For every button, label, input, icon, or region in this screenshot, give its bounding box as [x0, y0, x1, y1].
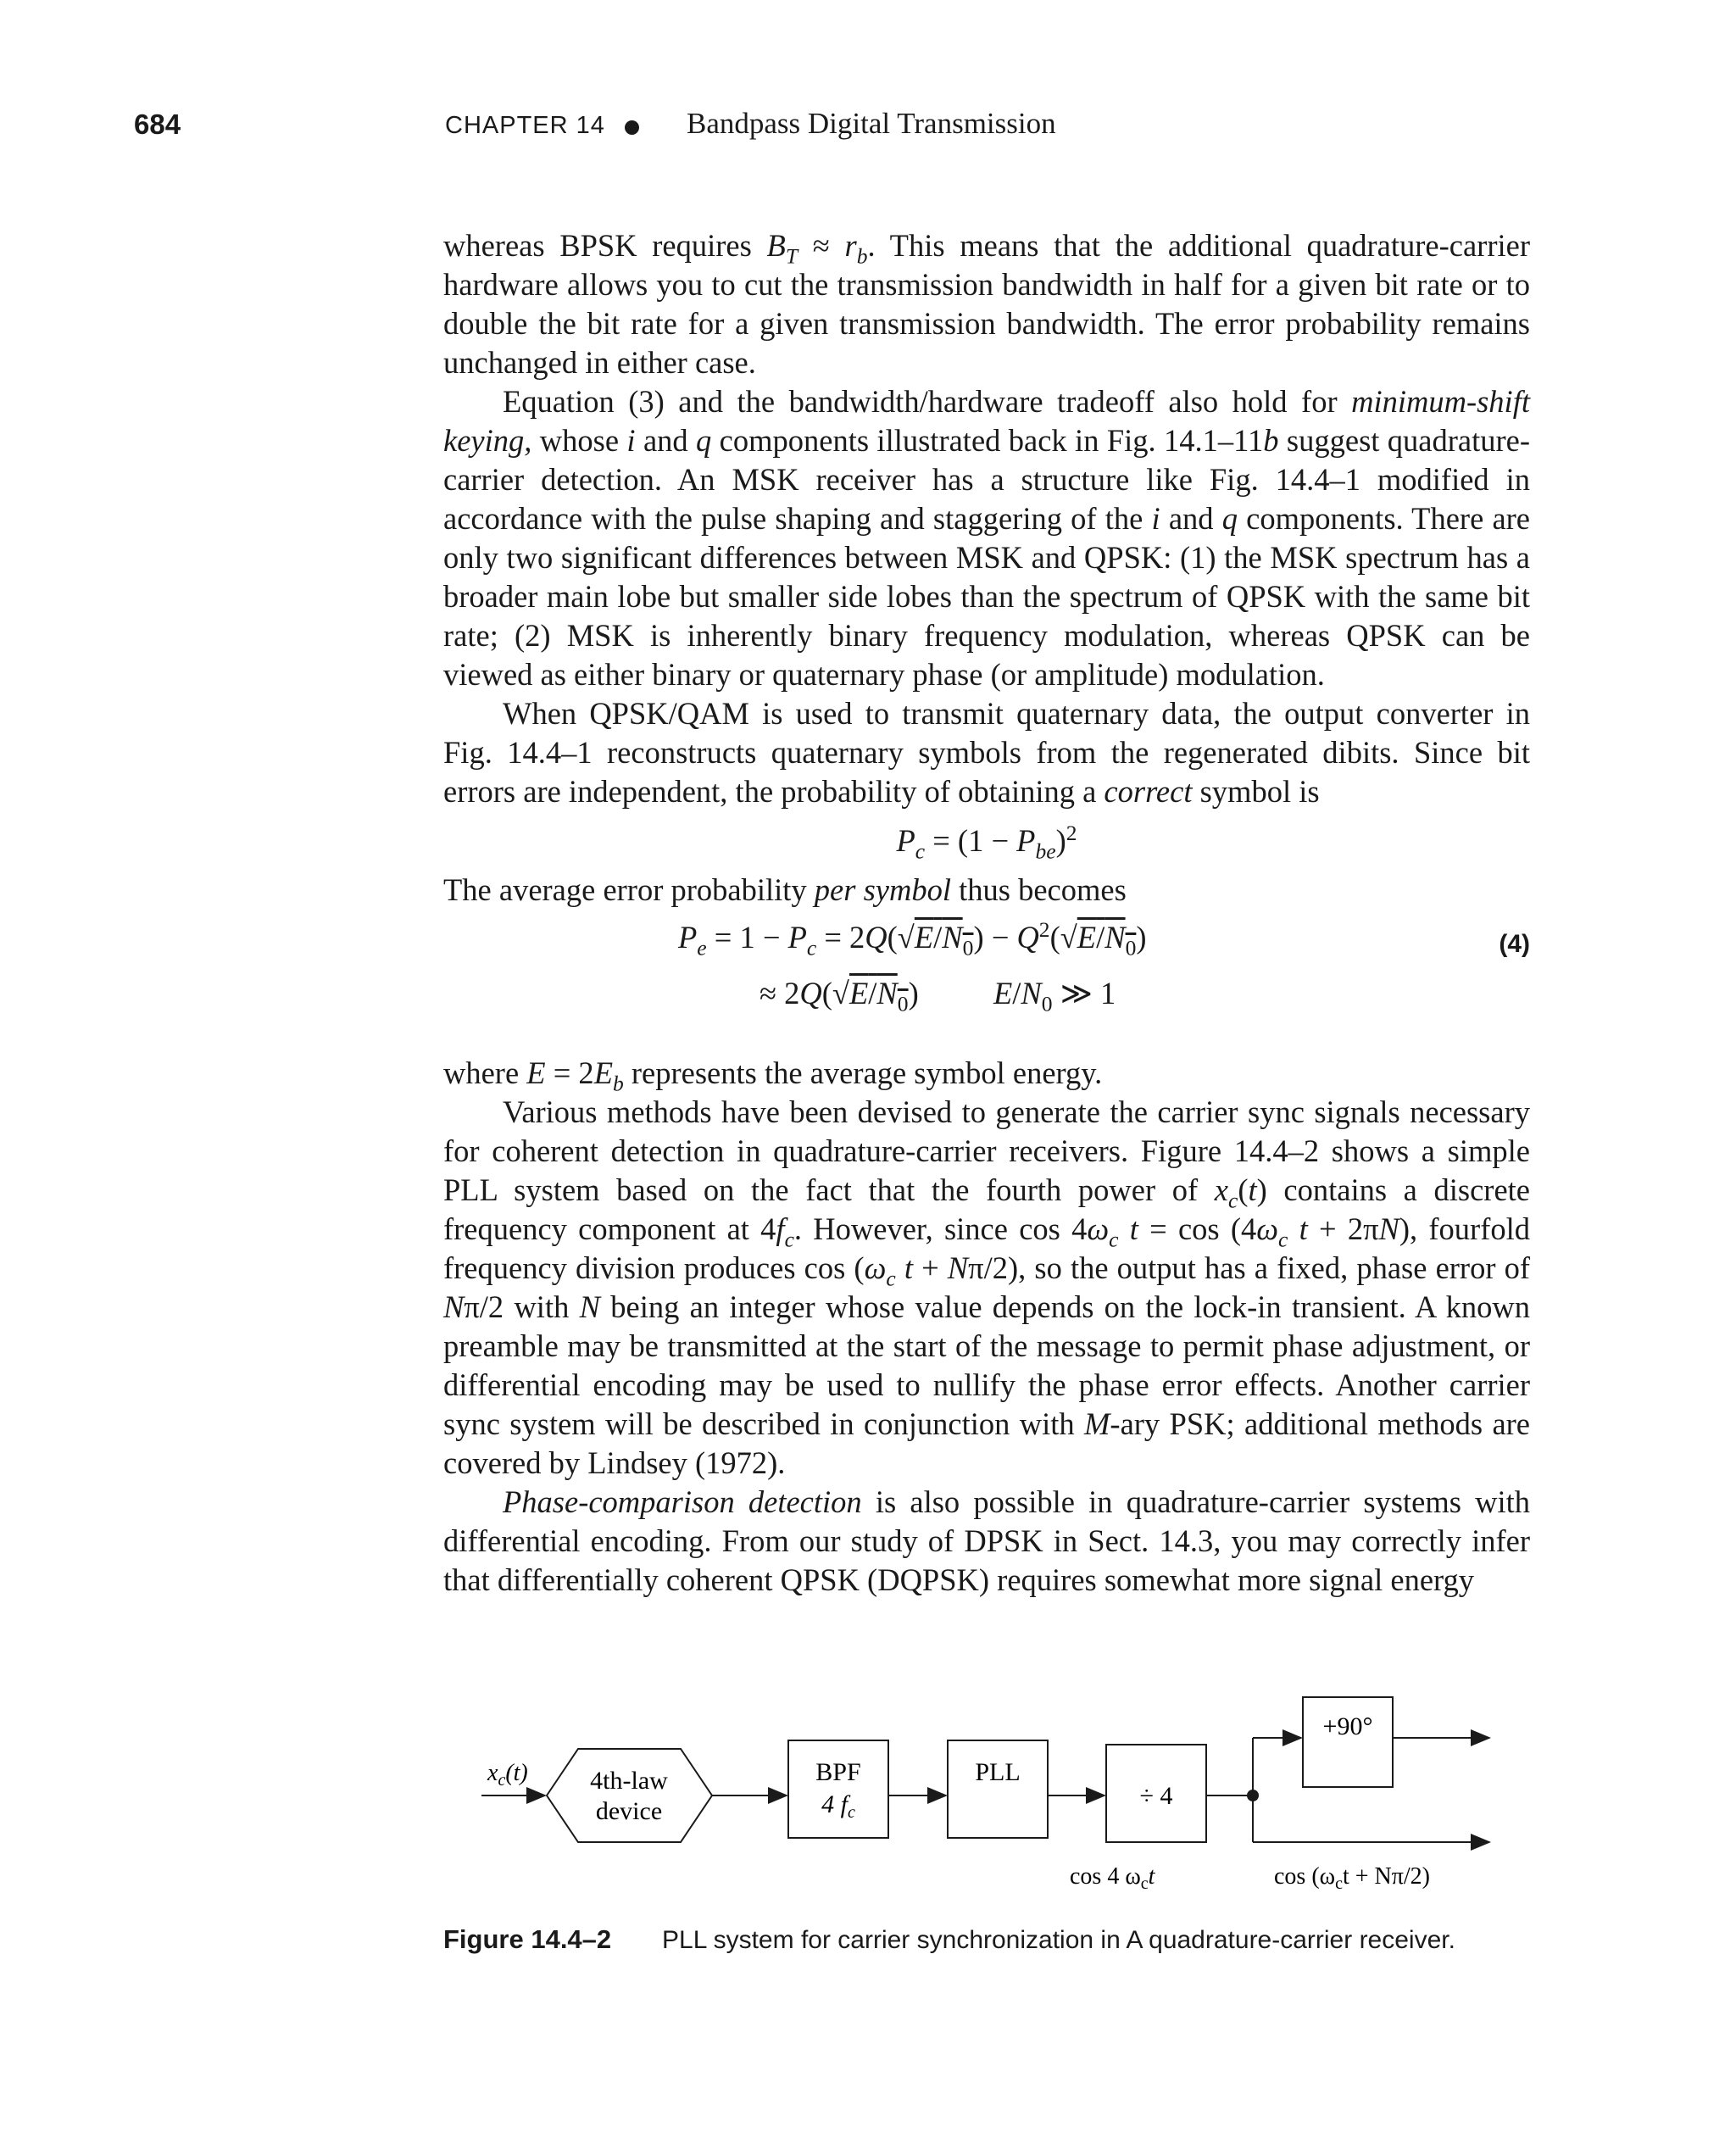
equation-text: = 1 − — [706, 920, 788, 955]
paragraph-6: Various methods have been devised to generate the carrier sync signals necessary for coherent detection in quadrature-carrier receivers. Figure 14.4–2 shows a simple PLL system based on the fact that the fourth power of $x_c(t)$ contains a discrete frequency component at $4f_c$. However, since $\cos 4\omega_c$ $t = \cos (4\omega_c$ t + 2πN), fourfold frequency division produces $\cos (\omega_c$ t + Nπ/2), so the output has a fixed, phase error of Nπ/2 with N being an integer whose value depends on the lock-in transient. A known preamble may be transmitted at the start of the message to permit phase adjustment, or differential encoding may be used to nullify the phase error effects. Another carrier sync system will be described in conjunction with M-ary PSK; additional methods are covered by Lindsey (1972). — [443, 1094, 1531, 1480]
text-run: . This means that the additional quadrature-carrier hardware allows you to cut the transmission bandwidth in half for a given bit rate or to double the bit rate for a given transmission bandwidth. The error probability remains unchanged in either case. — [443, 228, 1530, 380]
text-run: suggest quadrature-carrier detection. An MSK receiver has a structure like Fig. 14.4–1 modified in accordance with the pulse shaping and staggering of the — [443, 423, 1531, 536]
emphasis: minimum-shift keying, — [443, 384, 1530, 458]
text-run: represents the average symbol energy. — [623, 1055, 1103, 1090]
paragraph-3 — [443, 694, 1530, 811]
text-run: thus becomes — [950, 872, 1127, 907]
mid-signal-label: cos 4 $\omega_ct$ — [1070, 1863, 1155, 1893]
block1-label-2: device — [595, 1797, 663, 1825]
text-run: Various methods have been devised to generate the carrier sync signals necessary for coherent detection in quadrature-carrier receivers. Figure 14.4–2 shows a simple PLL system based on the fact that the fourth power of — [443, 1094, 1530, 1207]
equation-pc: $P_c = (1 - P_{be})^2$ — [896, 820, 1077, 864]
equation-text: − — [983, 920, 1017, 955]
page-number: 684 — [134, 109, 181, 140]
page-header — [0, 109, 1736, 151]
equation-4-line-1: $P_e = 1 - P_c = 2Q(√E/N_0) - Q^2(√E/N_0)$ — [678, 916, 1147, 960]
equation-4 — [443, 910, 1530, 1054]
text-run: + — [912, 1250, 948, 1285]
paragraph-4 — [443, 871, 1530, 910]
equation-text: ≫ 1 — [1052, 976, 1116, 1010]
equation-text: = 2 — [816, 920, 865, 955]
caption-text: PLL system for carrier synchronization in A quadrature-carrier receiver. — [662, 1926, 1455, 1954]
text-run: Equation (3) and the bandwidth/hardware tradeoff also hold for — [503, 384, 1352, 419]
text-run: components illustrated back in Fig. 14.1–11 — [711, 423, 1264, 458]
text-run: = cos (4 — [1138, 1211, 1257, 1246]
paragraph-1: whereas BPSK requires $B_T \approx r_b$. This means that the additional quadrature-carrier hardware allows you to cut the transmission bandwidth in half for a given bit rate or to double the bit rate for a given transmission bandwidth. The error probability remains unchanged in either case. — [443, 228, 1530, 380]
bpf-block — [788, 1740, 888, 1838]
text-run: symbol is — [1192, 774, 1320, 809]
chapter-label: CHAPTER 14 — [445, 112, 605, 139]
body-text — [443, 226, 1530, 1600]
text-run: ), fourfold frequency division produces cos ( — [443, 1211, 1531, 1285]
input-label: $x_c(t)$ — [487, 1760, 528, 1790]
diagram-svg — [475, 1687, 1509, 1899]
equation-text: = (1 − — [932, 823, 1017, 858]
text-run: π/2 with — [464, 1289, 580, 1324]
text-run: The average error probability — [443, 872, 815, 907]
paragraph-2: Equation (3) and the bandwidth/hardware tradeoff also hold for minimum-shift keying, whose i and q components illustrated back in Fig. 14.1–11b suggest quadrature-carrier detection. An MSK receiver has a structure like Fig. 14.4–1 modified in accordance with the pulse shaping and staggering of the i and q components. There are only two significant differences between MSK and QPSK: (1) the MSK spectrum has a broader main lobe but smaller side lobes than the spectrum of QPSK with the same bit rate; (2) MSK is inherently binary frequency modulation, whereas QPSK can be viewed as either binary or quaternary phase (or amplitude) modulation. — [443, 384, 1531, 692]
paragraph-7 — [443, 1483, 1530, 1600]
emphasis: Phase-comparison detection — [503, 1484, 862, 1519]
chapter-title: Bandpass Digital Transmission — [687, 107, 1056, 140]
pll-label: PLL — [975, 1758, 1021, 1786]
phase-shift-block — [1303, 1697, 1393, 1787]
divider-label: ÷ 4 — [1139, 1782, 1173, 1810]
phase-shift-label: +90° — [1322, 1712, 1373, 1740]
text-run: and — [1160, 501, 1222, 536]
caption-label: Figure 14.4–2 — [443, 1924, 612, 1954]
emphasis: correct — [1104, 774, 1193, 809]
text-run: components. There are only two significant differences between MSK and QPSK: (1) the MSK spectrum has a broader main lobe but smaller side lobes than the spectrum of QPSK with the same bit rate; (2) MSK is inherently binary frequency modulation, whereas QPSK can be viewed as either binary or quaternary phase (or amplitude) modulation. — [443, 501, 1531, 692]
equation-4-line-2: ≈ $2Q(√E/N_0)$ $E/N_0$ ≫ 1 — [760, 976, 1116, 1016]
emphasis: per symbol — [814, 872, 951, 907]
text-run: contains a discrete frequency component at 4 — [443, 1172, 1530, 1246]
block1-label-1: 4th-law — [590, 1767, 668, 1795]
paragraph-5: where $E = 2E_b$ represents the average symbol energy. — [443, 1055, 1103, 1096]
text-run: and — [635, 423, 697, 458]
bullet-icon — [625, 120, 639, 135]
junction-dot — [1247, 1790, 1259, 1801]
bpf-label: BPF — [815, 1758, 861, 1786]
equation-text: ≈ 2 — [760, 976, 800, 1010]
text-run: -ary PSK; additional methods are covered by Lindsey (1972). — [443, 1406, 1530, 1480]
fourth-law-device-block — [547, 1749, 712, 1842]
text-run: being an integer whose value depends on the lock-in transient. A known preamble may be transmitted at the start of the message to permit phase adjustment, or differential encoding may be used to nullify the phase error effects. Another carrier sync system will be described in conjunction with — [443, 1289, 1530, 1441]
figure-caption — [443, 1924, 1545, 1958]
equation-number: (4) — [1499, 930, 1530, 958]
text-run: = 2 — [545, 1055, 594, 1090]
text-run: When QPSK/QAM is used to transmit quaternary data, the output converter in Fig. 14.4–1 reconstructs quaternary symbols from the regenerated dibits. Since bit errors are independent, the probability of obtaining a — [443, 696, 1530, 809]
figure-block-diagram — [475, 1687, 1509, 1899]
bpf-freq-label: 4 $f_c$ — [821, 1790, 855, 1822]
text-run: whereas BPSK requires — [443, 228, 767, 263]
text-run: where — [443, 1055, 527, 1090]
text-run: whose — [531, 423, 627, 458]
text-run: is also possible in quadrature-carrier systems with differential encoding. From our study of DPSK in Sect. 14.3, you may correctly infer that differentially coherent QPSK (DQPSK) requires somewhat more signal energy — [443, 1484, 1530, 1597]
text-run: . However, since cos 4 — [793, 1211, 1088, 1246]
pll-block — [948, 1740, 1048, 1838]
output-signal-label: $\cos (\omega_ct + N\pi/2)$ — [1274, 1863, 1430, 1893]
text-run: π/2), so the output has a fixed, phase error of — [968, 1250, 1531, 1285]
text-run: + 2π — [1307, 1211, 1379, 1246]
